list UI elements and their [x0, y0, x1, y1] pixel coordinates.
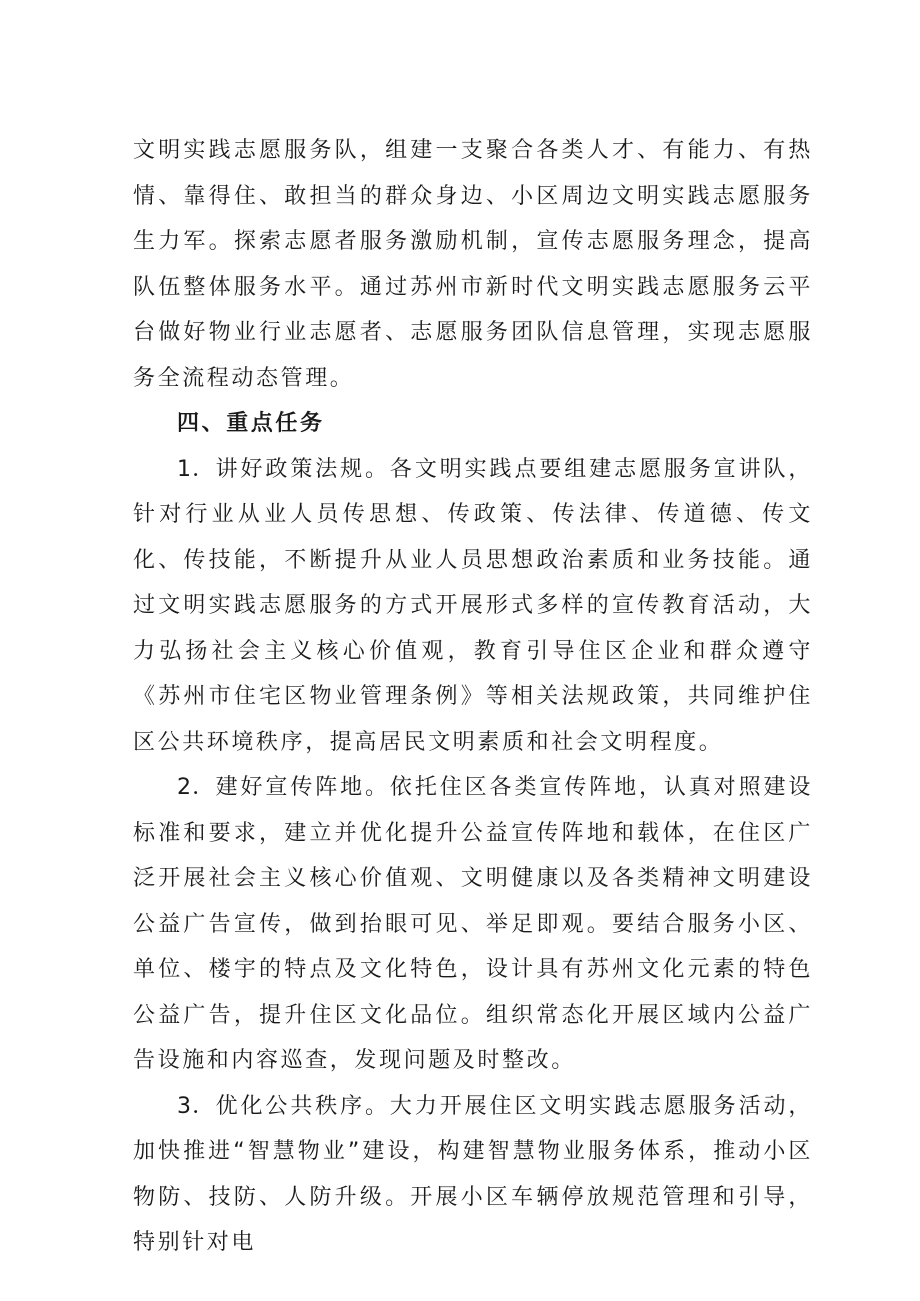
- task-item-1-text: 讲好政策法规。各文明实践点要组建志愿服务宣讲队，针对行业从业人员传思想、传政策、传法律、传道德、传文化、传技能，不断提升从业人员思想政治素质和业务技能。通过文明实践志愿服务的方式开展形式多样的宣传教育活动，大力弘扬社会主义核心价值观，教育引导住区企业和群众遵守《苏州市住宅区物业管理条例》等相关法规政策，共同维护住区公共环境秩序，提高居民文明素质和社会文明程度。: [133, 456, 813, 755]
- section-heading: 四、重点任务: [177, 411, 325, 436]
- task-item-2: [133, 765, 813, 1084]
- task-item-2-text: 建好宣传阵地。依托住区各类宣传阵地，认真对照建设标准和要求，建立并优化提升公益宣传阵地和载体，在住区广泛开展社会主义核心价值观、文明健康以及各类精神文明建设公益广告宣传，做到抬眼可见、举足即观。要结合服务小区、单位、楼宇的特点及文化特色，设计具有苏州文化元素的特色公益广告，提升住区文化品位。组织常态化开展区域内公益广告设施和内容巡查，发现问题及时整改。: [133, 775, 813, 1073]
- document-body: [133, 128, 813, 1266]
- task-item-1: [133, 447, 813, 766]
- task-item-1-number: 1．: [177, 456, 216, 482]
- task-item-3-number: 3．: [177, 1093, 216, 1119]
- task-item-3-text: 优化公共秩序。大力开展住区文明实践志愿服务活动，加快推进“智慧物业”建设，构建智慧物业服务体系，推动小区物防、技防、人防升级。开展小区车辆停放规范管理和引导，特别针对电: [133, 1093, 813, 1255]
- paragraph-continuation: 文明实践志愿服务队，组建一支聚合各类人才、有能力、有热情、靠得住、敢担当的群众身边、小区周边文明实践志愿服务生力军。探索志愿者服务激励机制，宣传志愿服务理念，提高队伍整体服务水平。通过苏州市新时代文明实践志愿服务云平台做好物业行业志愿者、志愿服务团队信息管理，实现志愿服务全流程动态管理。: [133, 138, 813, 391]
- task-item-2-number: 2．: [177, 775, 216, 800]
- task-item-3: [133, 1084, 813, 1266]
